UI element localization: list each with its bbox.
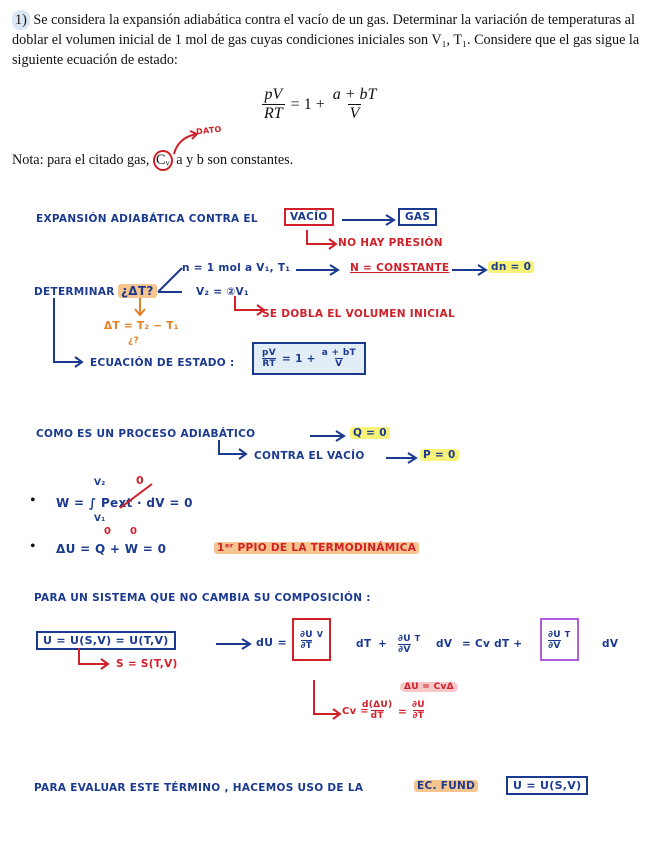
ec-lhs-den: RT [262, 359, 276, 369]
note-contra-vacio: CONTRA EL VACÍO [254, 450, 365, 462]
integral-lower: V₁ [94, 514, 106, 524]
partial-u-v-boxed [548, 630, 561, 651]
partial-u-v-num: ∂U [398, 634, 411, 644]
zero-mark: 0 [130, 526, 138, 537]
note-se-dobla: SE DOBLA EL VOLUMEN INICIAL [262, 308, 455, 320]
note-ecuacion: ECUACIÓN DE ESTADO : [90, 357, 235, 369]
note-q0: Q = 0 [350, 427, 390, 439]
arrow-right-icon [450, 264, 490, 276]
partial-u-t-den: ∂T [300, 641, 313, 651]
note-dt-formula: ΔT = T₂ − T₁ [104, 320, 179, 332]
integral-upper: V₂ [94, 478, 106, 488]
eq-lhs [262, 86, 285, 123]
partial-u-v [394, 624, 425, 663]
ec-mid: = 1 + [282, 352, 316, 365]
note-dt-q: ¿? [128, 336, 140, 346]
note-suffix: a y b son constantes. [176, 152, 294, 168]
eq-lhs-den: RT [264, 105, 283, 122]
zero-mark: 0 [136, 474, 144, 487]
note-n-const: N = CONSTANTE [350, 262, 450, 274]
dato-label: DATO [195, 124, 223, 137]
arrow-right-icon [214, 638, 254, 650]
note-v2: V₂ = ②V₁ [196, 286, 249, 298]
note-cv-eq: Cv = [342, 706, 369, 717]
ec-rhs-den: V [335, 359, 343, 369]
note-s-func: S = S(T,V) [116, 658, 178, 670]
note-p0: P = 0 [420, 449, 459, 461]
bullet-dot: • [30, 492, 36, 509]
note-ec-fund: EC. FUND [414, 780, 478, 792]
note-du-eq-cv: ΔU = CvΔ [400, 682, 458, 692]
note-du: dU = [256, 636, 288, 649]
note-line [12, 150, 293, 171]
note-n-line: n = 1 mol a V₁, T₁ [182, 262, 291, 274]
boxed-state-equation [252, 342, 366, 375]
note-prefix: Nota: para el citado gas, [12, 152, 150, 168]
note-como-es: COMO ES UN PROCESO ADIABÁTICO [36, 428, 256, 440]
partial-u-v-frac [398, 634, 411, 655]
strike-icon [118, 482, 154, 510]
note-dt: dT [356, 638, 372, 650]
arrow-down-right-icon [76, 648, 112, 672]
note-para-sistema: PARA UN SISTEMA QUE NO CAMBIA SU COMPOSICIÓN : [34, 592, 371, 604]
sub-t: T [414, 634, 421, 643]
note-no-presion: NO HAY PRESIÓN [338, 237, 443, 249]
arrow-down-right-icon [310, 680, 344, 722]
state-equation [262, 86, 378, 123]
note-dn: dn = 0 [488, 261, 534, 273]
note-gas: GAS [398, 208, 437, 226]
problem-number: 1) [12, 10, 30, 30]
ec-lhs [262, 348, 276, 369]
problem-text: Se considera la expansión adiabática contra el vacío de un gas. Determinar la variación de temperaturas al doblar el volumen inicial de 1 mol de gas cuyas condiciones iniciales son V₁, T₁. Considere que el gas sigue la siguiente ecuación de estado: [12, 12, 640, 68]
arrow-down-right-icon [50, 298, 86, 370]
note-para-evaluar: PARA EVALUAR ESTE TÉRMINO , HACEMOS USO DE LA [34, 782, 364, 794]
arrow-down-icon [134, 298, 146, 318]
eq-rhs-den: V [349, 105, 360, 122]
arrow-down-right-icon [216, 440, 250, 462]
note-equals-cv: = Cv dT + [462, 638, 523, 650]
cv-partial-inner [412, 700, 425, 721]
ec-rhs-num: a + bT [321, 348, 356, 358]
zero-mark: 0 [104, 526, 112, 537]
sub-t: T [564, 630, 571, 639]
eq-mid: = 1 + [290, 95, 325, 113]
partial-u-v-boxed-num: ∂U [548, 630, 561, 640]
bullet-dot: • [30, 538, 36, 555]
cv-partial-num: ∂U [412, 700, 425, 710]
note-dv: dV [602, 638, 619, 650]
arrow-right-icon [294, 264, 342, 276]
cv-partial [412, 698, 425, 721]
partial-u-v-den: ∂V [398, 645, 411, 655]
note-plus: + [378, 638, 388, 650]
note-vacio: VACÍO [284, 208, 334, 226]
cv-eq2: = [398, 706, 408, 718]
note-du-eq: ΔU = Q + W = 0 [56, 542, 167, 556]
cv-num: d(ΔU) [362, 700, 393, 710]
sub-v: V [316, 630, 324, 639]
partial-u-v-boxed-den: ∂V [548, 641, 561, 651]
note-u-func [36, 634, 176, 647]
arrow-right-icon [340, 214, 398, 226]
branch-arrows-icon [156, 262, 186, 300]
arrow-right-icon [308, 430, 348, 442]
partial-u-t-box [292, 618, 331, 661]
partial-u-t [300, 630, 313, 651]
eq-rhs [331, 86, 379, 123]
cv-partial-den: ∂T [412, 711, 425, 721]
note-delta-t: ¿ΔT? [118, 284, 157, 298]
note-u-sv: U = U(S,V) [506, 776, 588, 795]
partial-u-v-box [540, 618, 579, 661]
note-cv-circled: Cᵥ [153, 150, 173, 171]
note-primer-ppio: 1ᵉʳ PPIO DE LA TERMODINÁMICA [214, 542, 419, 554]
eq-lhs-num: pV [264, 86, 283, 103]
eq-rhs-num: a + bT [332, 86, 377, 103]
arrow-down-right-icon [304, 230, 340, 252]
note-expansion: EXPANSIÓN ADIABÁTICA CONTRA EL [36, 213, 258, 225]
cv-den: dT [370, 711, 384, 721]
ec-lhs-num: pV [262, 348, 277, 358]
cv-frac-inner [362, 700, 392, 721]
u-func-text: U = U(S,V) = U(T,V) [36, 631, 176, 650]
cv-frac [362, 698, 392, 721]
note-dv: dV [436, 638, 453, 650]
problem-statement [12, 10, 642, 70]
partial-u-t-num: ∂U [300, 630, 313, 640]
note-w-eq: W = ∫ Pext · dV = 0 [56, 496, 193, 510]
ec-rhs [322, 348, 356, 369]
note-determinar: DETERMINAR [34, 286, 115, 298]
arrow-right-icon [384, 452, 420, 464]
